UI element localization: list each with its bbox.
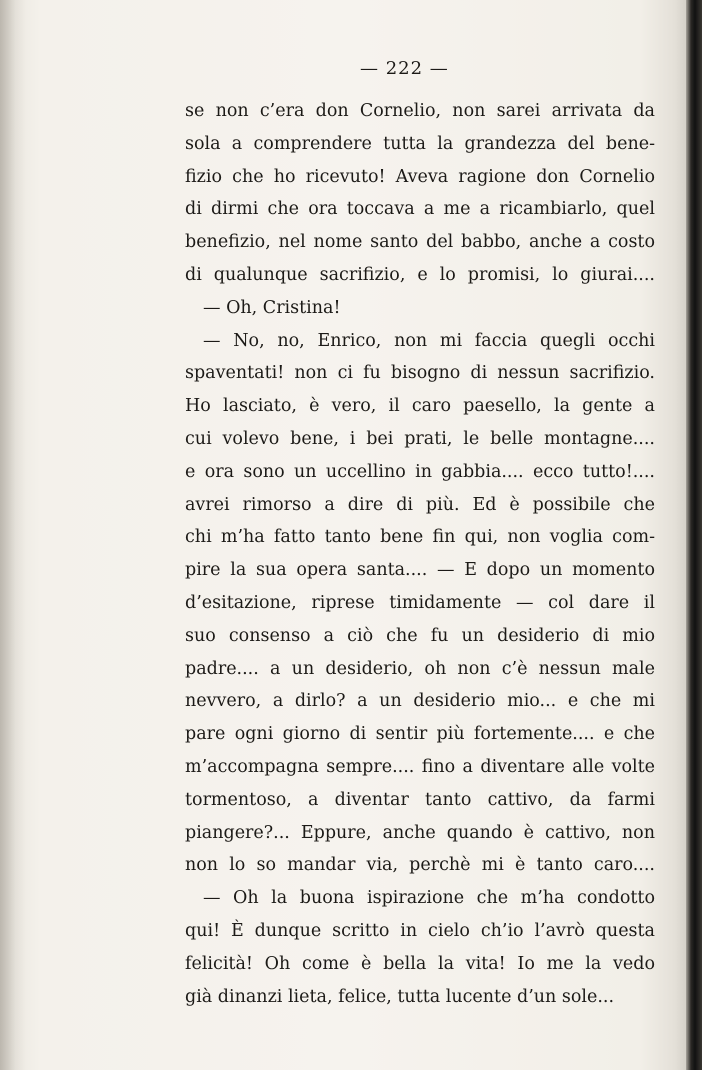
text-line: avrei rimorso a dire di più. Ed è possibile che <box>185 494 655 515</box>
text-line: sola a comprendere tutta la grandezza del bene- <box>185 133 655 154</box>
body-text <box>185 95 655 1013</box>
text-line: già dinanzi lieta, felice, tutta lucente d’un sole... <box>185 986 615 1007</box>
text-line: spaventati! non ci fu bisogno di nessun sacrifizio. <box>185 363 655 384</box>
text-line: di dirmi che ora toccava a me a ricambiarlo, quel <box>185 199 655 220</box>
text-line: d’esitazione, riprese timidamente — col dare il <box>185 592 655 613</box>
text-line: pare ogni giorno di sentir più fortemente.... e che <box>185 724 655 745</box>
text-line: e ora sono un uccellino in gabbia.... ecco tutto!.... <box>185 461 655 482</box>
text-line: padre.... a un desiderio, oh non c’è nessun male <box>185 658 655 679</box>
page-number: — 222 — <box>360 58 449 79</box>
text-line: non lo so mandar via, perchè mi è tanto caro.... <box>185 855 655 876</box>
gutter-shadow <box>0 0 26 1070</box>
text-line: felicità! Oh come è bella la vita! Io me la vedo <box>185 953 655 974</box>
text-line: fizio che ho ricevuto! Aveva ragione don Cornelio <box>185 166 655 187</box>
text-line: di qualunque sacrifizio, e lo promisi, lo giurai.... <box>185 264 655 285</box>
text-line: chi m’ha fatto tanto bene fin qui, non voglia com- <box>185 527 655 548</box>
text-line: nevvero, a dirlo? a un desiderio mio... e che mi <box>185 691 655 712</box>
page-edge <box>686 0 702 1070</box>
text-line: piangere?... Eppure, anche quando è cattivo, non <box>185 822 655 843</box>
text-line: tormentoso, a diventar tanto cattivo, da farmi <box>185 789 655 810</box>
text-line: benefizio, nel nome santo del babbo, anche a costo <box>185 232 655 253</box>
text-line: m’accompagna sempre.... fino a diventare alle volte <box>185 756 655 777</box>
text-line: Ho lasciato, è vero, il caro paesello, la gente a <box>185 396 655 417</box>
text-line: — Oh la buona ispirazione che m’ha condotto <box>203 888 655 909</box>
text-line: pire la sua opera santa.... — E dopo un momento <box>185 560 655 581</box>
text-line: se non c’era don Cornelio, non sarei arrivata da <box>185 101 655 121</box>
text-line: qui! È dunque scritto in cielo ch’io l’avrò questa <box>185 920 655 941</box>
text-line: — Oh, Cristina! <box>203 297 341 318</box>
text-line: cui volevo bene, i bei prati, le belle montagne.... <box>185 428 655 449</box>
text-line: — No, no, Enrico, non mi faccia quegli occhi <box>203 330 655 351</box>
text-line: suo consenso a ciò che fu un desiderio di mio <box>185 625 655 646</box>
